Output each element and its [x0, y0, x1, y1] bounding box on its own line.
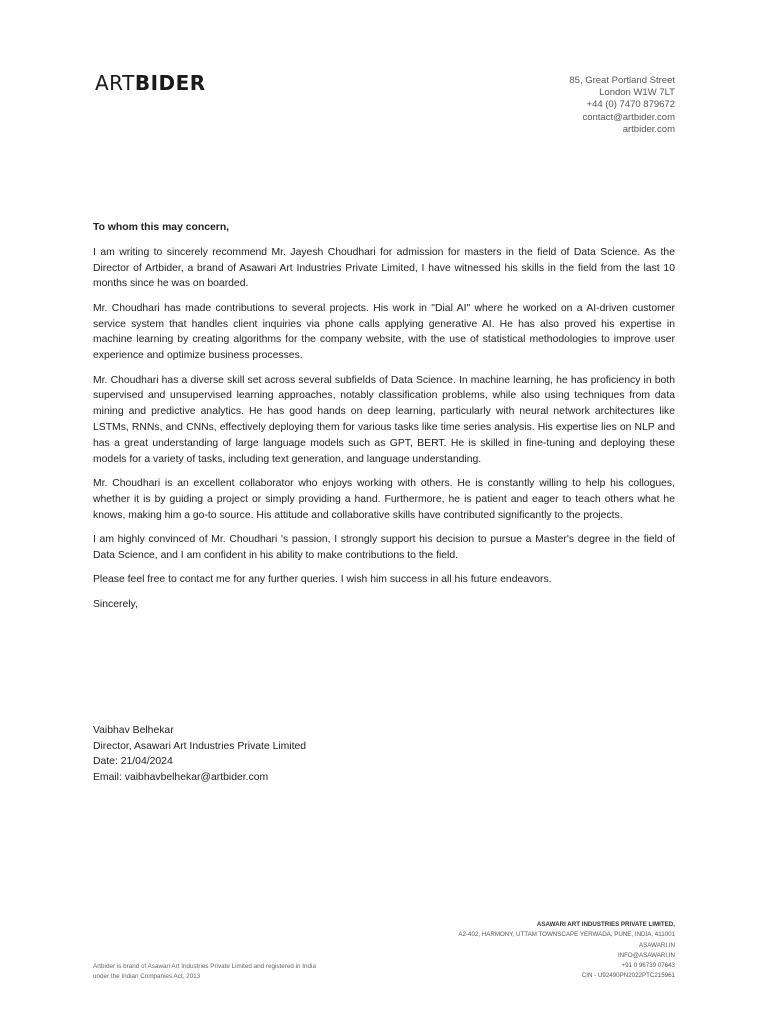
salutation: To whom this may concern, — [93, 222, 230, 233]
footer-company-website: ASAWARI.IN — [639, 941, 675, 949]
address-website: artbider.com — [622, 123, 675, 135]
paragraph-skills: Mr. Choudhari has a diverse skill set across several subfields of Data Science. In machine learning, he has proficiency in both supervised and unsupervised learning approaches, notably classification problems, while also using techniques from data mining and predictive analytics. He has good hands on deep learning, particularly with neural network architectures like LSTMs, RNNs, and CNNs, effectively deploying them for various tasks like time series analysis. His expertise lies on NLP and has a great understanding of large language models such as GPT, BERT. He is skilled in fine-tuning and deploying these models for a variety of tasks, including text generation, and language understanding. — [93, 374, 675, 465]
paragraph-closing: Please feel free to contact me for any further queries. I wish him success in all his future endeavors. — [93, 574, 552, 586]
address-street: 85, Great Portland Street — [569, 75, 675, 86]
logo-bold-text: BIDER — [134, 71, 206, 95]
paragraph-collaboration: Mr. Choudhari is an excellent collaborator who enjoys working with others. He is constantly willing to help his collogues, whether it is by guiding a project or simply providing a hand. Furthermore, he is patient and eager to teach others what he knows, making him a go-to source. His attitude and collaborative skills have contributed significantly to the projects. — [93, 477, 675, 521]
address-city: London W1W 7LT — [599, 87, 675, 99]
company-address — [435, 75, 675, 136]
footer-legal-line-2: under the Indian Companies Act, 2013 — [93, 973, 201, 981]
footer-company-phone: +91 0 96739 07643 — [621, 962, 675, 970]
footer-company-cin: CIN - U92490PN2022PTC215961 — [581, 972, 675, 980]
footer-company-details — [385, 920, 675, 982]
footer-legal-note — [93, 962, 383, 982]
signer-name: Vaibhav Belhekar — [93, 725, 174, 736]
paragraph-projects: Mr. Choudhari has made contributions to several projects. His work in "Dial AI" where he worked on a AI-driven customer service system that handles client inquiries via phone calls applying generative AI. He has also proved his expertise in machine learning by creating algorithms for the company website, with the use of statistical methodologies to improve user experience and optimize business processes. — [93, 302, 675, 362]
paragraph-endorsement: I am highly convinced of Mr. Choudhari 's passion, I strongly support his decision to pursue a Master's degree in the field of Data Science, and I am confident in his ability to make contributions to the field. — [93, 533, 675, 561]
paragraph-intro: I am writing to sincerely recommend Mr. Jayesh Choudhari for admission for masters in the field of Data Science. As the Director of Artbider, a brand of Asawari Art Industries Private Limited, I have witnessed his skills in the field from the last 10 months since he was on boarded. — [93, 246, 675, 290]
signature-block — [93, 723, 306, 785]
footer-legal-line-1: Artbider is brand of Asawari Art Industries Private Limited and registered in India — [93, 963, 316, 970]
address-phone: +44 (0) 7470 879672 — [586, 99, 675, 111]
valediction: Sincerely, — [93, 598, 138, 610]
signature-date: Date: 21/04/2024 — [93, 756, 173, 768]
footer-company-email: INFO@ASAWARI.IN — [617, 951, 675, 959]
artbider-logo — [95, 71, 206, 95]
signer-email: Email: vaibhavbelhekar@artbider.com — [93, 771, 269, 783]
footer-company-address: A2-402, HARMONY, UTTAM TOWNSCAPE YERWADA, PUNE, INDIA, 411001 — [458, 931, 675, 939]
footer-company-name: ASAWARI ART INDUSTRIES PRIVATE LIMITED, — [536, 921, 675, 928]
address-email: contact@artbider.com — [582, 111, 675, 123]
letter-body — [93, 220, 675, 621]
logo-light-text: ART — [95, 71, 135, 95]
signer-title: Director, Asawari Art Industries Private Limited — [93, 740, 307, 752]
